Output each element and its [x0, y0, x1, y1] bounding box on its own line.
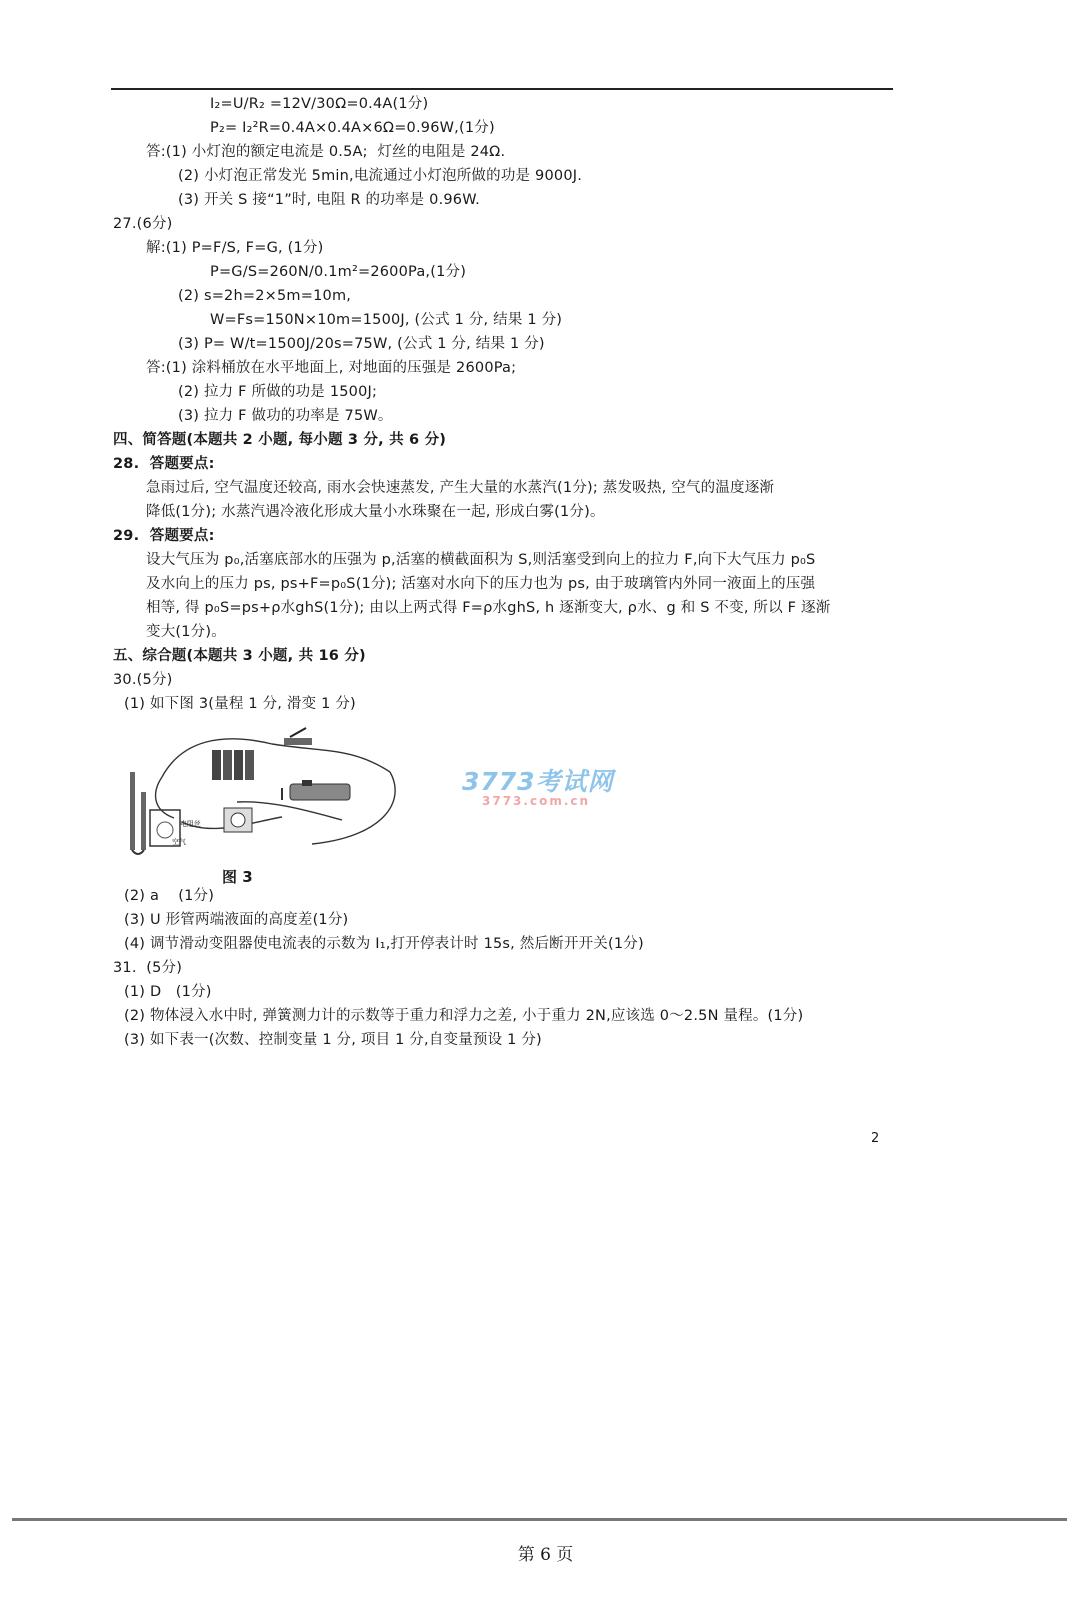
watermark-main: 3773考试网	[462, 767, 614, 796]
page-number: 2	[871, 1131, 880, 1146]
text-line: 30.(5分)	[113, 672, 173, 688]
text-line: 相等, 得 p₀S=ps+ρ水ghS(1分); 由以上两式得 F=ρ水ghS, h 逐渐变大, ρ水、g 和 S 不变, 所以 F 逐渐	[146, 600, 831, 616]
text-line: (2) 拉力 F 所做的功是 1500J;	[178, 384, 378, 400]
text-line: 29. 答题要点:	[113, 528, 215, 544]
text-line: 27.(6分)	[113, 216, 173, 232]
text-line: (2) s=2h=2×5m=10m,	[178, 288, 352, 304]
text-line: 四、简答题(本题共 2 小题, 每小题 3 分, 共 6 分)	[113, 432, 447, 448]
text-line: 31. (5分)	[113, 960, 183, 976]
text-line: P=G/S=260N/0.1m²=2600Pa,(1分)	[210, 264, 467, 280]
text-line: 设大气压为 p₀,活塞底部水的压强为 p,活塞的横截面积为 S,则活塞受到向上的拉力 F,向下大气压力 p₀S	[146, 552, 816, 568]
text-line: (3) 如下表一(次数、控制变量 1 分, 项目 1 分,自变量预设 1 分)	[124, 1032, 542, 1048]
u-tube-icon	[130, 772, 146, 854]
watermark-logo	[462, 762, 614, 808]
text-line: P₂= I₂²R=0.4A×0.4A×6Ω=0.96W,(1分)	[210, 120, 495, 136]
text-line: 及水向上的压力 ps, ps+F=p₀S(1分); 活塞对水向下的压力也为 ps, 由于玻璃管内外同一液面上的压强	[146, 576, 816, 592]
switch-icon	[284, 728, 312, 745]
text-line: I₂=U/R₂ =12V/30Ω=0.4A(1分)	[210, 96, 429, 112]
text-line: 变大(1分)。	[146, 624, 226, 640]
text-line: (3) P= W/t=1500J/20s=75W, (公式 1 分, 结果 1 分)	[178, 336, 545, 352]
text-line: (2) a (1分)	[124, 888, 215, 904]
text-line: 解:(1) P=F/S, F=G, (1分)	[146, 240, 324, 256]
text-line: (3) 拉力 F 做功的功率是 75W。	[178, 408, 393, 424]
text-line: 答:(1) 涂料桶放在水平地面上, 对地面的压强是 2600Pa;	[146, 360, 517, 376]
text-line: (4) 调节滑动变阻器使电流表的示数为 I₁,打开停表计时 15s, 然后断开开关(1分)	[124, 936, 644, 952]
header-rule	[111, 88, 893, 90]
figure-caption: 图 3	[222, 868, 253, 886]
text-line: (1) 如下图 3(量程 1 分, 滑变 1 分)	[124, 696, 356, 712]
rheostat-icon	[282, 780, 350, 800]
text-line: 答:(1) 小灯泡的额定电流是 0.5A; 灯丝的电阻是 24Ω.	[146, 144, 506, 160]
text-line: 五、综合题(本题共 3 小题, 共 16 分)	[113, 648, 366, 664]
text-line: (2) 小灯泡正常发光 5min,电流通过小灯泡所做的功是 9000J.	[178, 168, 583, 184]
text-line: W=Fs=150N×10m=1500J, (公式 1 分, 结果 1 分)	[210, 312, 563, 328]
text-line: 28. 答题要点:	[113, 456, 215, 472]
resistor-wire-label: 电阻丝	[180, 820, 201, 828]
air-label: 空气	[172, 838, 186, 846]
text-line: (1) D (1分)	[124, 984, 212, 1000]
page-footer: 第 6 页	[517, 1545, 574, 1565]
circuit-figure	[122, 722, 407, 860]
footer-rule	[12, 1518, 1067, 1521]
text-line: (3) U 形管两端液面的高度差(1分)	[124, 912, 349, 928]
text-line: 降低(1分); 水蒸汽遇冷液化形成大量小水珠聚在一起, 形成白雾(1分)。	[146, 504, 605, 520]
text-line: (3) 开关 S 接“1”时, 电阻 R 的功率是 0.96W.	[178, 192, 480, 208]
watermark-sub: 3773.com.cn	[482, 794, 591, 808]
text-line: (2) 物体浸入水中时, 弹簧测力计的示数等于重力和浮力之差, 小于重力 2N,应该选 0～2.5N 量程。(1分)	[124, 1008, 804, 1024]
ammeter-icon	[224, 808, 252, 832]
battery-icon	[212, 750, 254, 780]
text-line: 急雨过后, 空气温度还较高, 雨水会快速蒸发, 产生大量的水蒸汽(1分); 蒸发吸热, 空气的温度逐渐	[146, 480, 775, 496]
